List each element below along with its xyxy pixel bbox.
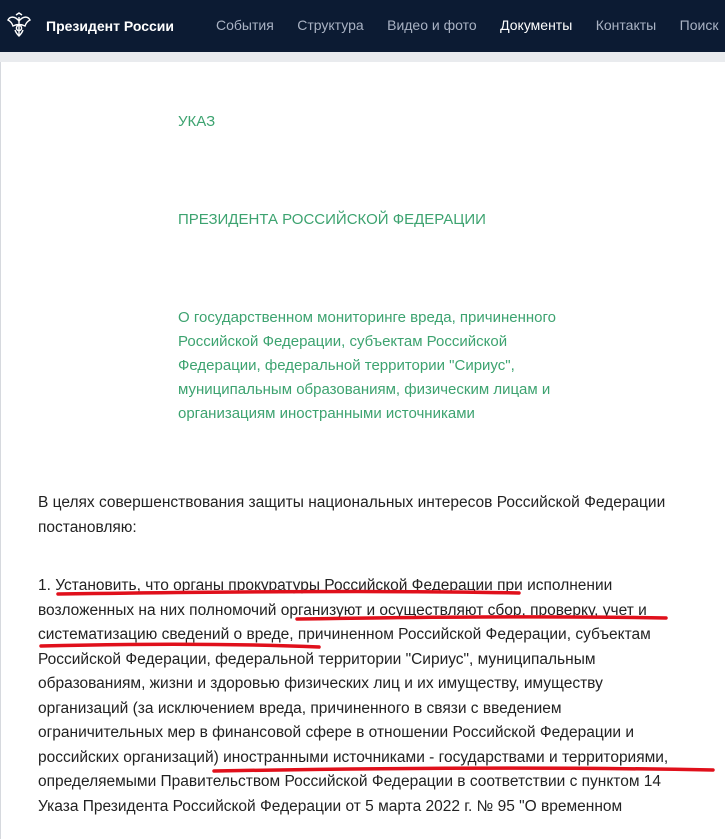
preamble-line: В целях совершенствования защиты национальных интересов Российской Федерации xyxy=(38,494,666,511)
document-issuer: ПРЕЗИДЕНТА РОССИЙСКОЙ ФЕДЕРАЦИИ xyxy=(178,211,486,228)
double-headed-eagle-icon[interactable] xyxy=(6,11,32,41)
subject-line: Российской Федерации, субъектам Российской xyxy=(178,333,508,350)
paragraph-line: 1. Установить, что органы прокуратуры Российской Федерации при исполнении xyxy=(38,577,613,594)
paragraph-line: образованиям, жизни и здоровью физических лиц и их имуществу, имуществу xyxy=(38,675,603,692)
paragraph-line: ограничительных мер в финансовой сфере в отношении Российской Федерации и xyxy=(38,724,634,741)
subject-line: организациям иностранными источниками xyxy=(178,405,475,422)
nav-documents[interactable]: Документы xyxy=(500,17,573,33)
paragraph-line: систематизацию сведений о вреде, причиненном Российской Федерации, субъектам xyxy=(38,626,651,643)
document-body xyxy=(0,62,725,839)
site-title-link[interactable]: Президент России xyxy=(46,18,174,34)
paragraph-line: организаций (за исключением вреда, причиненного в связи с введением xyxy=(38,699,562,717)
nav-events[interactable]: События xyxy=(215,17,274,33)
header-shadow-strip xyxy=(0,52,725,62)
document-type: УКАЗ xyxy=(178,113,216,130)
subject-line: муниципальным образованиям, физическим лицам и xyxy=(178,381,551,398)
top-navigation-bar xyxy=(0,0,725,52)
paragraph-line: российских организаций) иностранными источниками - государствами и территориями, xyxy=(38,748,669,766)
document-subject xyxy=(178,306,598,426)
nav-video-photo[interactable]: Видео и фото xyxy=(387,17,477,33)
preamble-line: постановляю: xyxy=(38,518,137,536)
paragraph-line: Указа Президента Российской Федерации от 5 марта 2022 г. № 95 "О временном xyxy=(38,797,623,815)
preamble xyxy=(38,491,718,540)
subject-line: Федерации, федеральной территории "Сириус", xyxy=(178,357,515,374)
nav-search[interactable]: Поиск xyxy=(679,17,719,33)
paragraph-line: Российской Федерации, федеральной территории "Сириус", муниципальным xyxy=(38,650,596,668)
paragraph-line: возложенных на них полномочий организуют и осуществляют сбор, проверку, учет и xyxy=(38,601,647,619)
subject-line: О государственном мониторинге вреда, причиненного xyxy=(178,309,556,326)
main-nav xyxy=(216,17,725,35)
paragraph-line: определяемыми Правительством Российской Федерации в соответствии с пунктом 14 xyxy=(38,773,662,790)
nav-structure[interactable]: Структура xyxy=(297,17,364,33)
paragraph-1 xyxy=(38,574,718,819)
nav-contacts[interactable]: Контакты xyxy=(595,17,657,33)
